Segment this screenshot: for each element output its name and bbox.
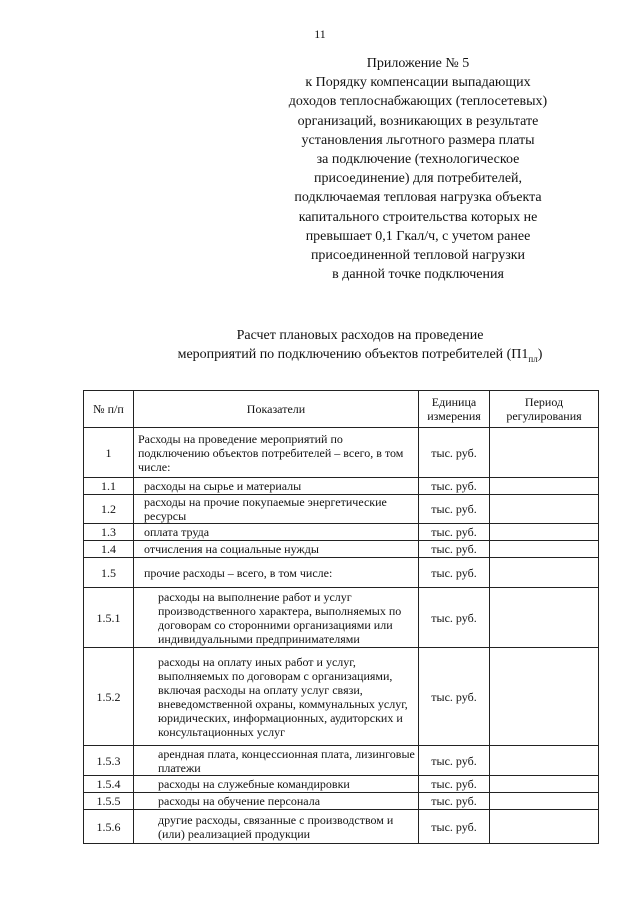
row-num: 1.5.3 — [84, 746, 134, 776]
row-num: 1.1 — [84, 478, 134, 495]
row-period — [490, 478, 599, 495]
row-indicator: расходы на прочие покупаемые энергетические ресурсы — [134, 495, 419, 524]
row-unit: тыс. руб. — [419, 793, 490, 810]
expense-table — [83, 390, 599, 844]
row-unit: тыс. руб. — [419, 558, 490, 588]
table-row — [84, 558, 599, 588]
row-period — [490, 746, 599, 776]
row-unit: тыс. руб. — [419, 495, 490, 524]
header-indicator: Показатели — [134, 391, 419, 428]
appendix-line: присоединенной тепловой нагрузки — [310, 248, 526, 264]
row-num: 1.5.4 — [84, 776, 134, 793]
row-period — [490, 793, 599, 810]
appendix-line: в данной точке подключения — [332, 267, 504, 283]
table-header-row — [84, 391, 599, 428]
row-period — [490, 558, 599, 588]
table-row — [84, 776, 599, 793]
row-indicator: расходы на служебные командировки — [134, 776, 419, 793]
row-indicator: арендная плата, концессионная плата, лизинговые платежи — [134, 746, 419, 776]
row-unit: тыс. руб. — [419, 588, 490, 648]
table-row — [84, 746, 599, 776]
table-row — [84, 588, 599, 648]
row-unit: тыс. руб. — [419, 541, 490, 558]
header-unit: Единица измерения — [419, 391, 490, 428]
row-period — [490, 776, 599, 793]
row-indicator: расходы на выполнение работ и услуг производственного характера, выполняемых по договорам со сторонними организациями или индивидуальными предпринимателями — [134, 588, 419, 648]
row-unit: тыс. руб. — [419, 746, 490, 776]
row-unit: тыс. руб. — [419, 776, 490, 793]
row-indicator: оплата труда — [134, 524, 419, 541]
row-period — [490, 810, 599, 844]
row-num: 1.5.2 — [84, 648, 134, 746]
appendix-line: за подключение (технологическое — [316, 152, 520, 168]
table-row — [84, 648, 599, 746]
row-num: 1.5.6 — [84, 810, 134, 844]
row-indicator: прочие расходы – всего, в том числе: — [134, 558, 419, 588]
row-num: 1.5 — [84, 558, 134, 588]
row-num: 1.5.1 — [84, 588, 134, 648]
row-indicator: расходы на сырье и материалы — [134, 478, 419, 495]
row-unit: тыс. руб. — [419, 810, 490, 844]
table-row — [84, 524, 599, 541]
row-period — [490, 588, 599, 648]
appendix-line: присоединение) для потребителей, — [313, 171, 523, 187]
row-num: 1.4 — [84, 541, 134, 558]
row-indicator: расходы на обучение персонала — [134, 793, 419, 810]
title-subscript: пл — [528, 353, 538, 364]
header-period: Период регулирования — [490, 391, 599, 428]
appendix-line: к Порядку компенсации выпадающих — [305, 75, 531, 91]
title-line-2-text: мероприятий по подключению объектов потребителей (П1 — [177, 347, 529, 362]
table-row — [84, 495, 599, 524]
appendix-line: подключаемая тепловая нагрузка объекта — [294, 190, 542, 206]
row-period — [490, 541, 599, 558]
row-period — [490, 428, 599, 478]
table-row — [84, 428, 599, 478]
row-indicator: отчисления на социальные нужды — [134, 541, 419, 558]
row-num: 1.3 — [84, 524, 134, 541]
appendix-heading — [268, 54, 568, 284]
document-title — [60, 326, 640, 369]
page-number: 11 — [314, 27, 326, 41]
appendix-line: капитального строительства которых не — [298, 209, 538, 225]
appendix-line: доходов теплоснабжающих (теплосетевых) — [288, 94, 548, 110]
row-period — [490, 648, 599, 746]
row-unit: тыс. руб. — [419, 478, 490, 495]
table-row — [84, 793, 599, 810]
row-num: 1.5.5 — [84, 793, 134, 810]
row-unit: тыс. руб. — [419, 648, 490, 746]
appendix-line: превышает 0,1 Гкал/ч, с учетом ранее — [305, 228, 531, 244]
title-line-2-end: ) — [537, 347, 543, 362]
table-row — [84, 541, 599, 558]
table-body — [84, 428, 599, 844]
appendix-line: установления льготного размера платы — [301, 132, 535, 148]
row-unit: тыс. руб. — [419, 524, 490, 541]
row-unit: тыс. руб. — [419, 428, 490, 478]
title-line-2 — [60, 345, 640, 369]
row-num: 1 — [84, 428, 134, 478]
table-row — [84, 810, 599, 844]
row-indicator: Расходы на проведение мероприятий по подключению объектов потребителей – всего, в том числе: — [134, 428, 419, 478]
title-line-1: Расчет плановых расходов на проведение — [236, 328, 484, 343]
table-row — [84, 478, 599, 495]
row-period — [490, 495, 599, 524]
appendix-line: Приложение № 5 — [366, 56, 470, 71]
row-period — [490, 524, 599, 541]
header-num: № п/п — [84, 391, 134, 428]
row-indicator: другие расходы, связанные с производством и (или) реализацией продукции — [134, 810, 419, 844]
row-indicator: расходы на оплату иных работ и услуг, выполняемых по договорам с организациями, включая расходы на оплату услуг связи, вневедомственной охраны, коммунальных услуг, юридических, информационных, аудиторских и консультационных услуг — [134, 648, 419, 746]
appendix-line: организаций, возникающих в результате — [297, 113, 539, 129]
row-num: 1.2 — [84, 495, 134, 524]
